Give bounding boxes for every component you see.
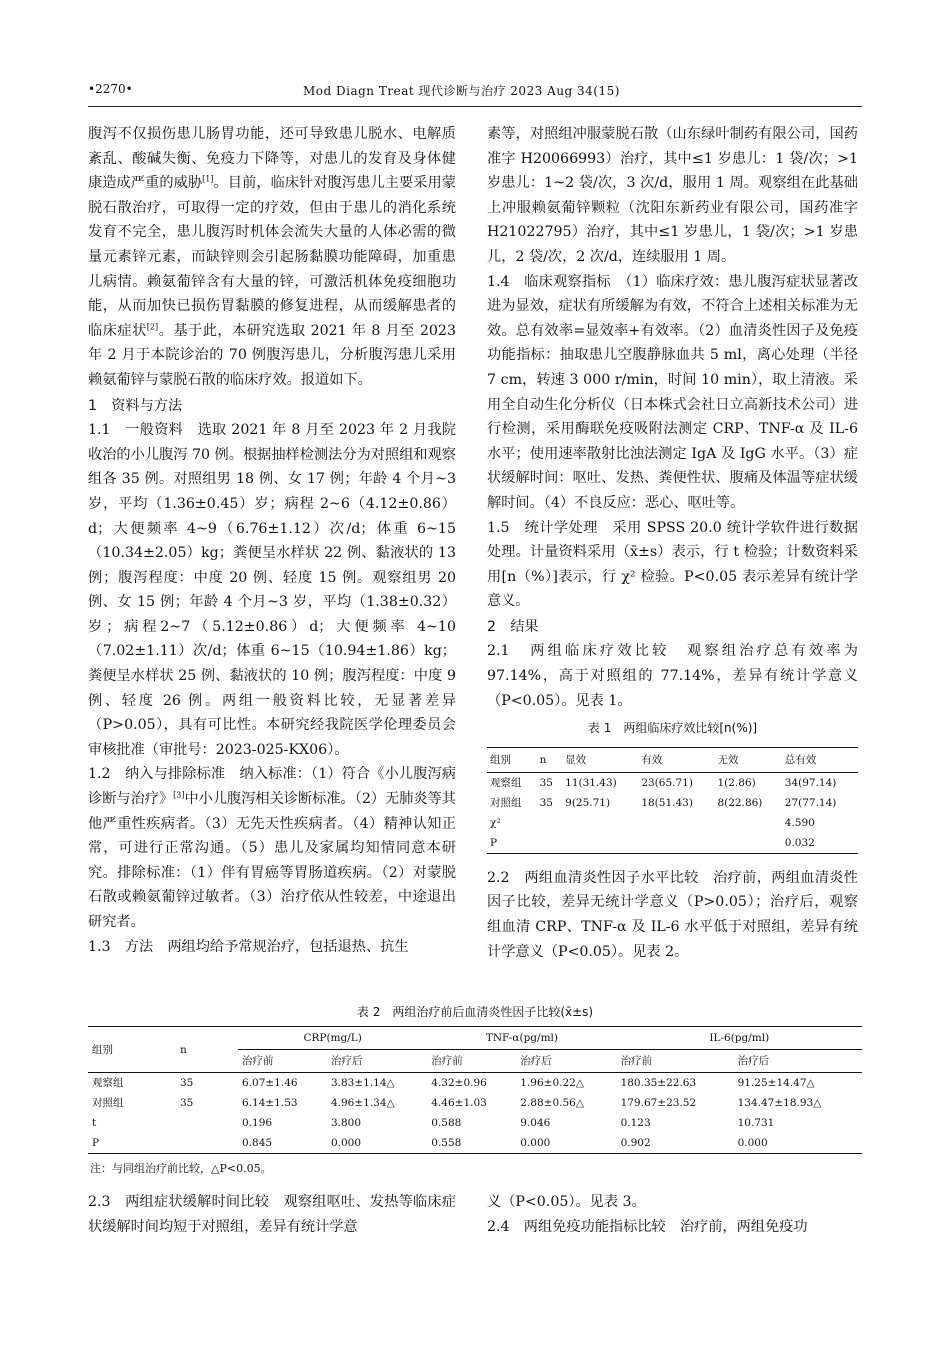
citation: [3] (173, 790, 185, 800)
table-cell (638, 813, 714, 833)
table-cell: 1.96±0.22△ (520, 1077, 584, 1089)
running-header (88, 80, 862, 107)
table-cell: 6.07±1.46 (242, 1077, 298, 1089)
section-1-1: 1.1 一般资料 选取 2021 年 8 月至 2023 年 2 月我院收治的小儿腹泻 70 例。根据抽样检测法分为对照组和观察组各 35 例。对照组男 18 例、女 17 例；年龄 4 个月~3 岁，平均（1.36±0.45）岁；病程 2~6（4.12±0.86）d；大便频率 4~9（6.76±1.12）次/d；体重 6~15（10.34±2.05）kg；粪便呈水样状 22 例、黏液状的 13例；腹泻程度：中度 20 例、轻度 15 例。观察组男 20 例、女 15 例；年龄 4 个月~3 岁，平均（1.38±0.32）岁；病程2~7（5.12±0.86）d；大便频率 4~10（7.02±1.11）次/d；体重 6~15（10.94±1.86）kg；粪便呈水样状 25 例、黏液状的 10 例；腹泻程度：中度 9 例、轻度 26 例。两组一般资料比较，无显著差异（P>0.05），具有可比性。本研究经我院医学伦理委员会审核批准（审批号：2023-025-KX06）。 (88, 422, 456, 758)
table-cell: 3.83±1.14△ (330, 1077, 395, 1089)
citation: [2] (146, 322, 159, 332)
table1-header: n (537, 747, 563, 772)
table-cell: 10.731 (737, 1117, 775, 1129)
section-2-2: 2.2 两组血清炎性因子水平比较 治疗前，两组血清炎性因子比较，差异无统计学意义（P>0.05）；治疗后，观察组血清 CRP、TNF-α 及 IL-6 水平低于对照组，差异有统计学意义（P<0.05）。见表 2。 (487, 869, 858, 960)
col-group: 组别 (88, 1027, 176, 1073)
table2-caption: 表 2 两组治疗前后血清炎性因子比较(x̄±s) (356, 1005, 594, 1019)
table-row (88, 1113, 862, 1133)
table-cell (176, 1113, 238, 1133)
table-cell: 4.46±1.03 (431, 1097, 487, 1109)
table2-block (88, 1000, 862, 1176)
table-cell: 0.000 (327, 1133, 427, 1154)
table-cell: 34(97.14) (784, 776, 837, 789)
section-heading: 1 资料与方法 (88, 397, 183, 414)
table-cell (714, 813, 781, 833)
journal-info: Mod Diagn Treat 现代诊断与治疗 2023 Aug 34(15) (303, 84, 620, 98)
citation: [1] (202, 174, 214, 184)
section-2-3-end: 义（P<0.05）。见表 3。 (487, 1194, 646, 1210)
table-cell: 35 (539, 776, 553, 789)
table-cell: 27(77.14) (784, 796, 837, 809)
table1 (487, 747, 858, 854)
table-cell: 35 (539, 796, 553, 809)
table-cell: P (487, 833, 537, 854)
table-cell: 3.800 (330, 1117, 362, 1129)
table-cell (176, 1133, 238, 1154)
table-cell: 0.588 (431, 1117, 462, 1129)
table1-header: 显效 (562, 747, 638, 772)
table1-caption: 表 1 两组临床疗效比较[n(%)] (587, 721, 758, 736)
table-cell: 0.558 (427, 1133, 516, 1154)
table-cell (562, 833, 638, 854)
table-row (88, 1133, 862, 1154)
table-row (487, 793, 858, 813)
table-cell: 4.96±1.34△ (330, 1097, 395, 1109)
table-cell: 0.000 (734, 1133, 862, 1154)
table-cell: 0.902 (617, 1133, 734, 1154)
methods-continued: 素等，对照组冲服蒙脱石散（山东绿叶制药有限公司，国药准字 H20066993）治疗，其中≤1 岁患儿：1 袋/次；>1 岁患儿：1~2 袋/次，3 次/d，服用 1 周。观察组在此基础上冲服赖氨葡锌颗粒（沈阳东新药业有限公司，国药准字 H21022795）治疗，其中≤1 岁患儿，1 袋/次；>1 岁患儿，2 袋/次，2 次/d，连续服用 1 周。 (487, 126, 858, 265)
col-n: n (176, 1027, 238, 1073)
bottom-left-column (88, 1190, 456, 1239)
sub-before: 治疗前 (617, 1050, 734, 1073)
table-cell: 观察组 (490, 776, 522, 789)
section-1-4: 1.4 临床观察指标 （1）临床疗效：患儿腹泻症状显著改进为显效，症状有所缓解为有效，不符合上述相关标准为无效。总有效率=显效率+有效率。（2）血清炎性因子及免疫功能指标：抽取患儿空腹静脉血共 5 ml，离心处理（半径 7 cm，转速 3 000 r/min，时间 10 min），取上清液。采用全自动生化分析仪（日本株式会社日立高新技术公司）进行检测，采用酶联免疫吸附法测定 CRP、TNF-α 及 IL-6 水平；使用速率散射比浊法测定 IgA 及 IgG 水平。（3）症状缓解时间：呕吐、发热、粪便性状、腹痛及体温等症状缓解时间。（4）不良反应：恶心、呕吐等。 (487, 273, 858, 511)
sub-after: 治疗后 (327, 1050, 427, 1073)
table-cell: 2.88±0.56△ (520, 1097, 584, 1109)
table1-header: 总有效 (782, 747, 858, 772)
table-cell: 对照组 (490, 796, 522, 809)
page-number: •2270• (88, 82, 133, 96)
table-cell: 8(22.86) (717, 796, 763, 809)
group-il6: IL-6(pg/ml) (617, 1027, 862, 1050)
table-cell (638, 833, 714, 854)
table-cell: 4.590 (784, 816, 815, 829)
table-cell: 9(25.71) (565, 796, 611, 809)
table-cell: 0.196 (242, 1117, 273, 1129)
table2-note: 注：与同组治疗前比较，△P<0.05。 (90, 1162, 272, 1175)
table-row (487, 813, 858, 833)
table-cell: 18(51.43) (641, 796, 693, 809)
section-1-2: 1.2 纳入与排除标准 纳入标准：（1）符合《小儿腹泻病诊断与治疗》[3]中小儿腹泻相关诊断标准。（2）无肺炎等其他严重性疾病者。（3）无先天性疾病者。（4）精神认知正常，可进行正常沟通。（5）患儿及家属均知情同意本研究。排除标准：（1）伴有胃癌等胃肠道疾病。（2）对蒙脱石散或赖氨葡锌过敏者。（3）治疗依从性较差，中途退出研究者。 (88, 766, 456, 930)
table-cell: 134.47±18.93△ (737, 1097, 822, 1109)
table1-header: 有效 (638, 747, 714, 772)
table-cell: P (88, 1133, 176, 1154)
table-row (88, 1073, 862, 1094)
table-row (487, 833, 858, 854)
section-2-4: 2.4 两组免疫功能指标比较 治疗前，两组免疫功 (487, 1218, 808, 1235)
table-cell: 0.000 (516, 1133, 616, 1154)
section-1-3: 1.3 方法 两组均给予常规治疗，包括退热、抗生 (88, 938, 409, 955)
table-cell (537, 813, 563, 833)
table-cell (562, 813, 638, 833)
section-1-5: 1.5 统计学处理 采用 SPSS 20.0 统计学软件进行数据处理。计量资料采用（x̄±s）表示，行 t 检验；计数资料采用[n（%）]表示，行 χ² 检验。P<0.05 表示差异有统计学意义。 (487, 519, 858, 610)
table-cell (714, 833, 781, 854)
sub-after: 治疗后 (734, 1050, 862, 1073)
table-cell: χ² (490, 816, 501, 829)
table-cell: 9.046 (520, 1117, 551, 1129)
table-row (88, 1093, 862, 1113)
right-column (487, 122, 858, 964)
bottom-right-column (487, 1190, 858, 1239)
table-cell: 观察组 (92, 1077, 124, 1089)
table-cell: 35 (180, 1097, 194, 1109)
table-cell: 35 (180, 1077, 194, 1089)
section-2-3: 2.3 两组症状缓解时间比较 观察组呕吐、发热等临床症状缓解时间均短于对照组，差异有统计学意 (88, 1194, 456, 1235)
table-cell: 179.67±23.52 (620, 1097, 697, 1109)
table-row (487, 772, 858, 793)
table-cell: 23(65.71) (641, 776, 693, 789)
sub-before: 治疗前 (238, 1050, 327, 1073)
table-cell: 6.14±1.53 (242, 1097, 298, 1109)
intro-paragraph: 腹泻不仅损伤患儿肠胃功能，还可导致患儿脱水、电解质紊乱、酸碱失衡、免疫力下降等，对患儿的发育及身体健康造成严重的威胁[1]。目前，临床针对腹泻患儿主要采用蒙脱石散治疗，可取得一定的疗效，但由于患儿的消化系统发育不完全，患儿腹泻时机体会流失大量的人体必需的微量元素锌元素，而缺锌则会引起肠黏膜功能障碍，加重患儿病情。赖氨葡锌含有大量的锌，可激活机体免疫细胞功能，从而加快已损伤胃黏膜的修复进程，从而缓解患者的临床症状[2]。基于此，本研究选取 2021 年 8 月至 2023 年 2 月于本院诊治的 70 例腹泻患儿，分析腹泻患儿采用赖氨葡锌与蒙脱石散的临床疗效。报道如下。 (88, 126, 456, 388)
table-cell: 11(31.43) (565, 776, 617, 789)
table-cell: 91.25±14.47△ (737, 1077, 815, 1089)
table-cell: 180.35±22.63 (620, 1077, 697, 1089)
section-2-1: 2.1 两组临床疗效比较 观察组治疗总有效率为97.14%，高于对照组的 77.14%，差异有统计学意义（P<0.05）。见表 1。 (487, 643, 858, 709)
group-crp: CRP(mg/L) (238, 1027, 427, 1050)
table-cell: 0.123 (620, 1117, 651, 1129)
table-cell: 对照组 (92, 1097, 124, 1109)
table-cell: 4.32±0.96 (431, 1077, 487, 1089)
table1-header: 无效 (714, 747, 781, 772)
table-cell: t (92, 1117, 97, 1129)
table-cell: 0.845 (238, 1133, 327, 1154)
section-heading: 2 结果 (487, 618, 539, 635)
table-cell (537, 833, 563, 854)
sub-before: 治疗前 (427, 1050, 516, 1073)
sub-after: 治疗后 (516, 1050, 616, 1073)
table-cell: 1(2.86) (717, 776, 756, 789)
left-column (88, 122, 456, 959)
table2 (88, 1026, 862, 1154)
group-tnf: TNF-α(pg/ml) (427, 1027, 616, 1050)
table1-header: 组别 (487, 747, 537, 772)
table-cell: 0.032 (782, 833, 858, 854)
